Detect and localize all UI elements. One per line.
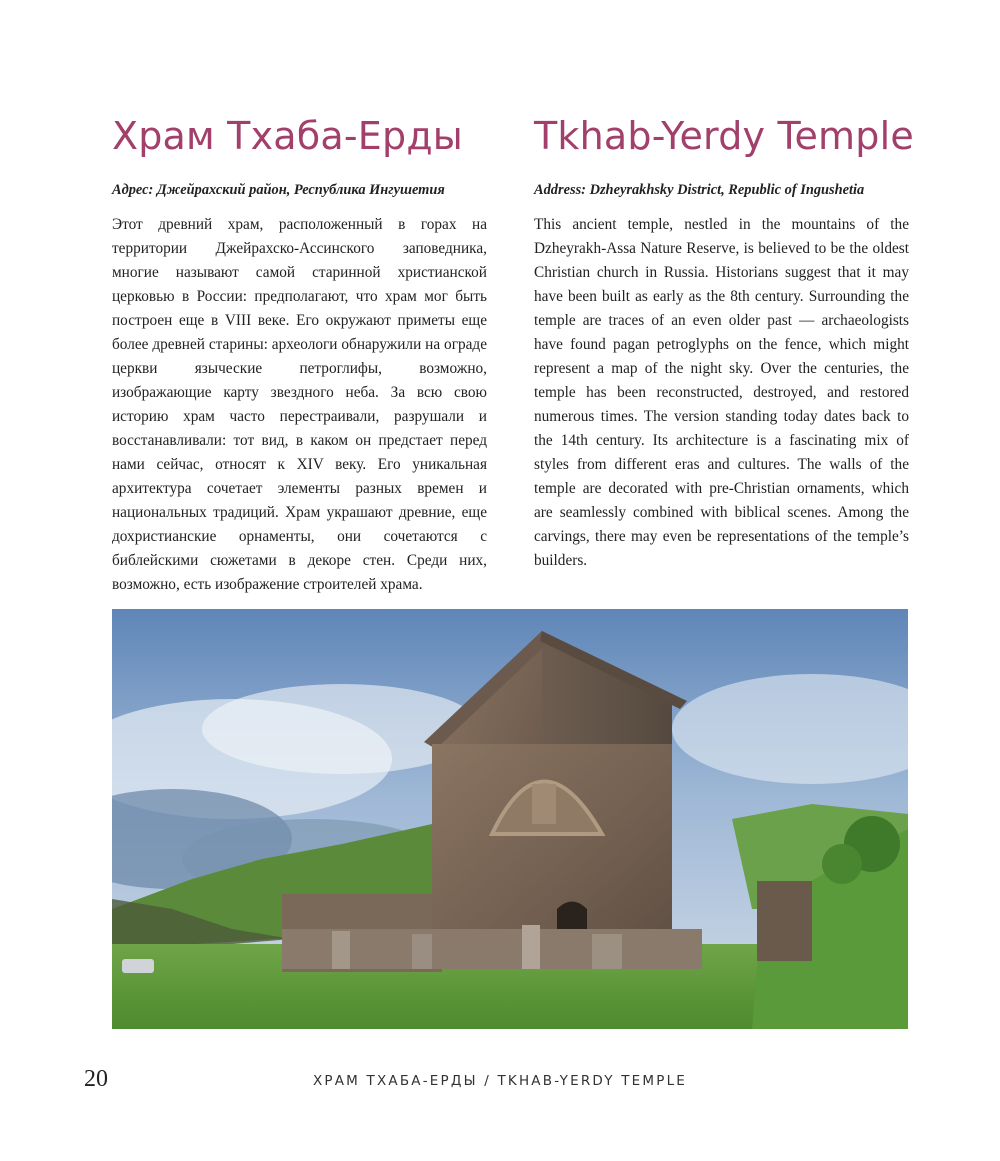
russian-column (112, 110, 487, 597)
ru-title: Храм Тхаба-Ерды (112, 114, 464, 158)
english-column (534, 110, 914, 573)
running-title: ХРАМ ТХАБА-ЕРДЫ / TKHAB-YERDY TEMPLE (312, 1073, 688, 1089)
en-body-text: This ancient temple, nestled in the mountains of the Dzheyrakh-Assa Nature Reserve, is believed to be the oldest Christian church in Russia. Historians suggest that it may have been built as early as the 8th century. Surrounding the temple are traces of an even older past — archaeologists have found pagan petroglyphs on the fence, which might represent a map of the night sky. Over the centuries, the temple has been reconstructed, destroyed, and restored numerous times. The version standing today dates back to the 14th century. Its architecture is a fascinating mix of styles from different eras and cultures. The walls of the temple are decorated with pre-Christian ornaments, which are seamlessly combined with biblical scenes. Among the carvings, there may even be representations of the temple’s builders. (534, 216, 909, 569)
en-title: Tkhab-Yerdy Temple (534, 114, 914, 158)
temple-photo (112, 609, 908, 1029)
en-address: Address: Dzheyrakhsky District, Republic of Ingushetia (534, 182, 865, 198)
page-number: 20 (84, 1066, 108, 1092)
ru-body-text: Этот древний храм, расположенный в горах на территории Джейрахско-Ассинского заповедника, многие называют самой старинной христианской церковью в России: предполагают, что храм мог быть построен еще в VIII веке. Его окружают приметы еще более древней старины: археологи обнаружили на ограде церкви языческие петроглифы, возможно, изображающие карту звездного неба. За всю свою историю храм часто перестраивали, разрушали и восстанавливали: тот вид, в каком он предстает перед нами сейчас, относят к XIV веку. Его уникальная архитектура сочетает элементы разных времен и национальных традиций. Храм украшают древние, еще дохристианские орнаменты, они сочетаются с библейскими сюжетами в декоре стен. Среди них, возможно, есть изображение строителей храма. (112, 216, 487, 593)
ru-address: Адрес: Джейрахский район, Республика Ингушетия (112, 182, 445, 198)
